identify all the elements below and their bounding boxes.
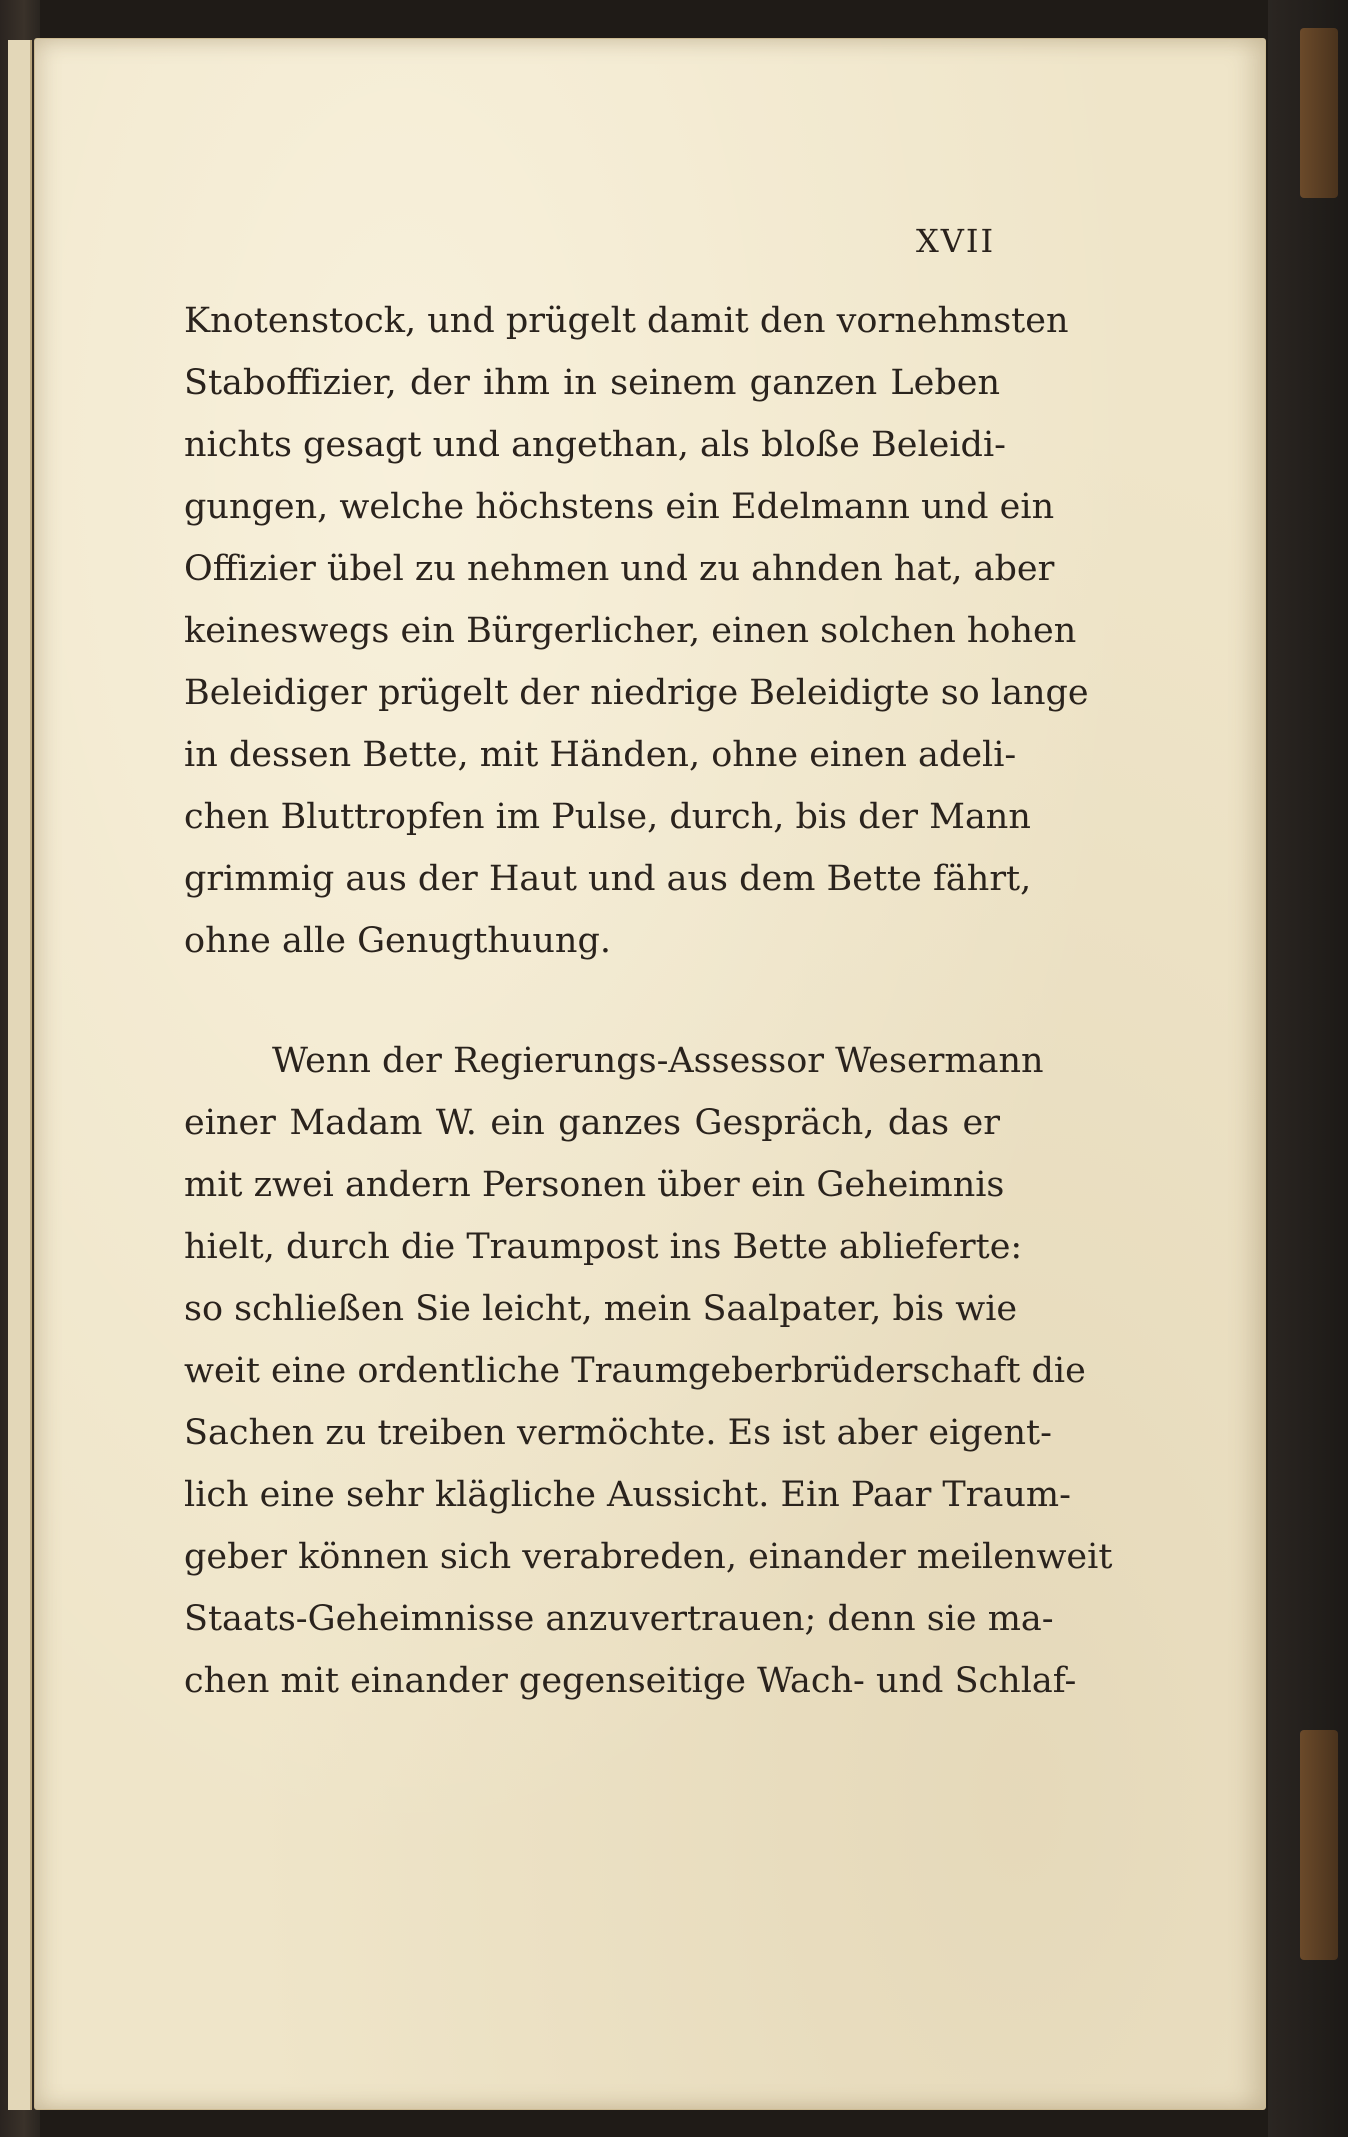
text-line: gungen, welche höchstens ein Edelmann und ein xyxy=(184,487,1055,527)
text-line: Beleidiger prügelt der niedrige Beleidigte so lange xyxy=(184,673,1089,713)
leather-corner-bottom xyxy=(1300,1730,1338,1960)
body-text xyxy=(184,290,1113,1712)
text-line: chen mit einander gegenseitige Wach- und Schlaf- xyxy=(184,1661,1077,1701)
text-line: Knotenstock, und prügelt damit den vornehmsten xyxy=(184,301,1069,341)
page-number: XVII xyxy=(916,222,996,260)
text-line: grimmig aus der Haut und aus dem Bette fährt, xyxy=(184,859,1032,899)
text-line: Offizier übel zu nehmen und zu ahnden hat, aber xyxy=(184,549,1055,589)
text-line: Wenn der Regierungs-Assessor Wesermann xyxy=(272,1041,1044,1081)
text-line: mit zwei andern Personen über ein Geheimnis xyxy=(184,1165,1005,1205)
text-line: keineswegs ein Bürgerlicher, einen solchen hohen xyxy=(184,611,1077,651)
text-line: einer Madam W. ein ganzes Gespräch, das er xyxy=(184,1103,1000,1143)
text-line: chen Bluttropfen im Pulse, durch, bis der Mann xyxy=(184,797,1031,837)
text-line: so schließen Sie leicht, mein Saalpater, bis wie xyxy=(184,1289,1018,1329)
paragraph-1 xyxy=(184,290,1089,972)
previous-page-edge xyxy=(8,40,32,2110)
text-line: hielt, durch die Traumpost ins Bette ablieferte: xyxy=(184,1227,1023,1267)
text-line: Sachen zu treiben vermöchte. Es ist aber eigent- xyxy=(184,1413,1052,1453)
text-line: geber können sich verabreden, einander meilenweit xyxy=(184,1537,1113,1577)
text-line: lich eine sehr klägliche Aussicht. Ein Paar Traum- xyxy=(184,1475,1071,1515)
text-line: Staboffizier, der ihm in seinem ganzen Leben xyxy=(184,363,1000,403)
paragraph-gap xyxy=(184,972,1000,1030)
text-line: in dessen Bette, mit Händen, ohne einen adeli- xyxy=(184,735,1017,775)
text-line: weit eine ordentliche Traumgeberbrüderschaft die xyxy=(184,1351,1086,1391)
text-line: Staats-Geheimnisse anzuvertrauen; denn sie ma- xyxy=(184,1599,1054,1639)
text-line: ohne alle Genugthuung. xyxy=(184,921,612,961)
leather-corner-top xyxy=(1300,28,1338,198)
text-line: nichts gesagt und angethan, als bloße Beleidi- xyxy=(184,425,1006,465)
paragraph-2 xyxy=(184,1030,1113,1712)
